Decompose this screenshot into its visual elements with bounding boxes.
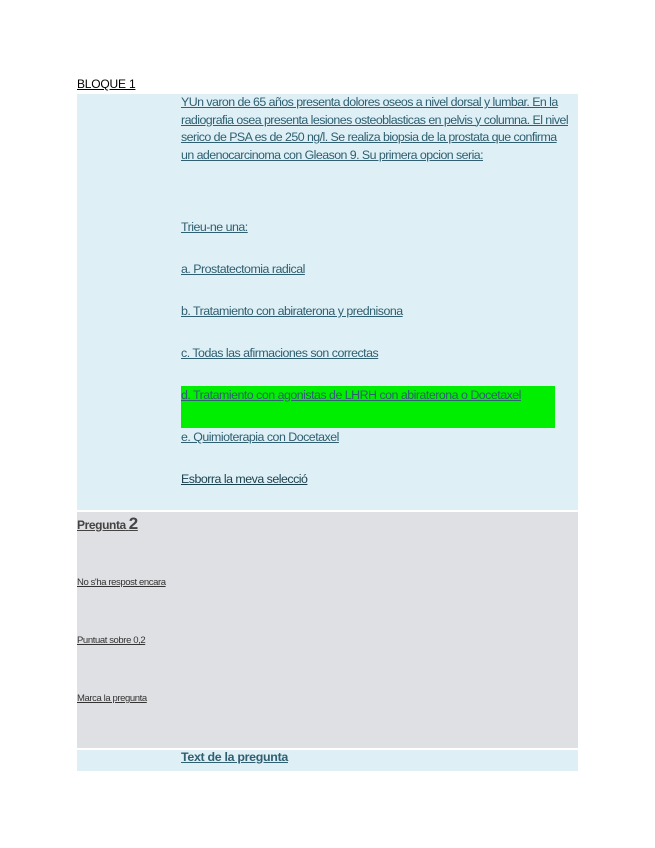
question-2-text-header bbox=[77, 750, 578, 771]
question-1-text: YUn varon de 65 años presenta dolores oseos a nivel dorsal y lumbar. En la radiografia osea presenta lesiones osteoblasticas en pelvis y columna. El nivel serico de PSA es de 250 ng/l. Se realiza biopsia de la prostata que confirma un adenocarcinoma con Gleason 9. Su primera opcion seria: bbox=[181, 95, 569, 162]
question-grade: Puntuat sobre 0,2 bbox=[77, 635, 146, 646]
option-e[interactable]: e. Quimioterapia con Docetaxel bbox=[181, 430, 339, 444]
question-1-panel bbox=[77, 94, 578, 510]
option-b[interactable]: b. Tratamiento con abiraterona y prednisona bbox=[181, 304, 403, 318]
option-a[interactable]: a. Prostatectomia radical bbox=[181, 262, 305, 276]
question-text-heading: Text de la pregunta bbox=[181, 750, 288, 764]
option-d[interactable]: d. Tratamiento con agonistas de LHRH con abiraterona o Docetaxel bbox=[181, 388, 521, 402]
question-2-info-panel bbox=[77, 512, 578, 748]
question-state: No s'ha respost encara bbox=[77, 577, 166, 588]
option-c[interactable]: c. Todas las afirmaciones son correctas bbox=[181, 346, 379, 360]
block-title: BLOQUE 1 bbox=[77, 77, 136, 91]
answer-instruction: Trieu-ne una: bbox=[181, 220, 248, 234]
question-2-title bbox=[77, 514, 138, 534]
flag-question-link[interactable]: Marca la pregunta bbox=[77, 693, 147, 704]
question-number: 2 bbox=[128, 514, 138, 533]
question-label: Pregunta bbox=[77, 518, 126, 532]
clear-selection-link[interactable]: Esborra la meva selecció bbox=[181, 472, 308, 486]
